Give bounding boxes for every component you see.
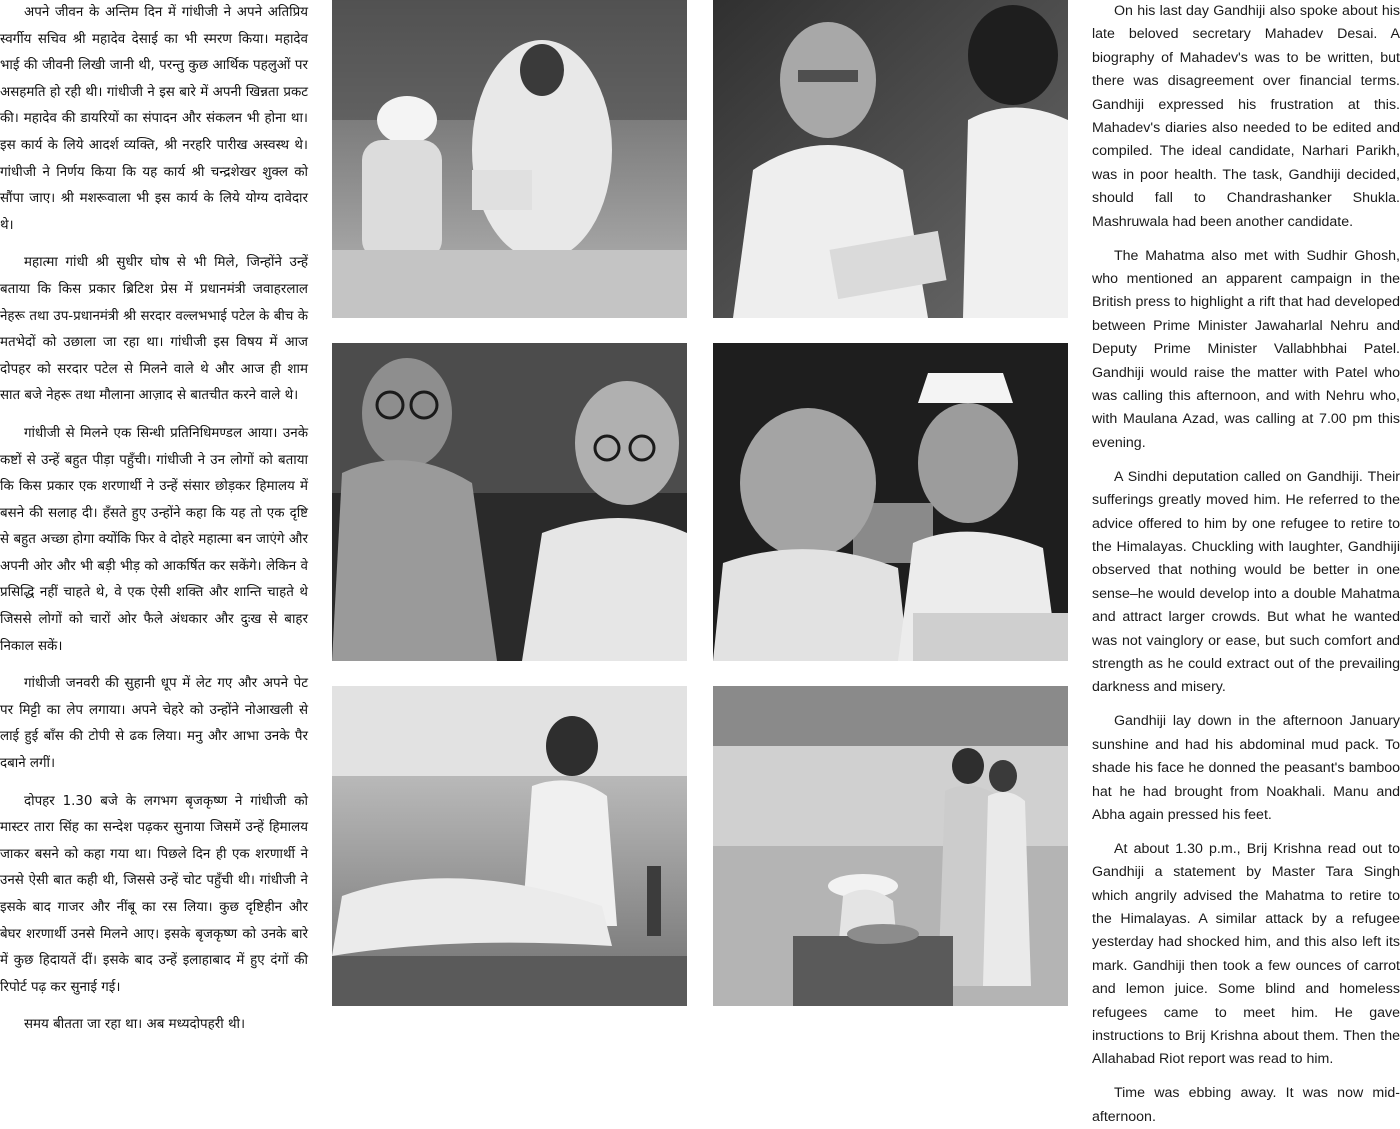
hindi-paragraph: महात्मा गांधी श्री सुधीर घोष से भी मिले, जिन्होंने उन्हें बताया कि किस प्रकार ब्रिटिश प्रेस में प्रधानमंत्री जवाहरलाल नेहरू तथा उप-प्रधानमंत्री श्री सरदार वल्लभभाई पटेल के बीच के मतभेदों को उछाला जा रहा था। गांधीजी इस विषय में आज दोपहर को सरदार पटेल से मिलने वाले थे और आज ही शाम सात बजे नेहरू तथा मौलाना आज़ाद से बातचीत करने वाले थे। [0, 255, 308, 404]
english-paragraph: Time was ebbing away. It was now mid-afternoon. [1092, 1085, 1400, 1125]
photo-gandhi-with-companion-smiling [332, 343, 687, 661]
hindi-text-column [0, 0, 308, 1033]
hindi-paragraph: गांधीजी जनवरी की सुहानी धूप में लेट गए और अपने पेट पर मिट्टी का लेप लगाया। अपने चेहरे को उन्होंने नोआखली से लाई हुई बाँस की टोपी से ढक लिया। मनु और आभा उनके पैर दबाने लगीं। [0, 676, 308, 772]
english-paragraph: Gandhiji lay down in the afternoon January sunshine and had his abdominal mud pack. To shade his face he donned the peasant's bamboo hat he had brought from Noakhali. Manu and Abha again pressed his feet. [1092, 713, 1400, 823]
english-paragraph: A Sindhi deputation called on Gandhiji. Their sufferings greatly moved him. He referred to the advice offered to him by one refugee to retire to the Himalayas. Chuckling with laughter, Gandhiji observed that nothing would be better in one sense–he would develop into a double Mahatma and attract larger crowds. But what he wanted was not vainglory or ease, but such comfort and strength as he could extract out of the prevailing darkness and misery. [1092, 468, 1400, 696]
photo-gandhi-reading-with-aide [713, 0, 1068, 318]
hindi-paragraph: अपने जीवन के अन्तिम दिन में गांधीजी ने अपने अतिप्रिय स्वर्गीय सचिव श्री महादेव देसाई का भी स्मरण किया। महादेव भाई की जीवनी लिखी जानी थी, परन्तु कुछ आर्थिक पहलुओं पर असहमति हो रही थी। गांधीजी ने इस बारे में अपनी खिन्नता प्रकट की। महादेव की डायरियों का संपादन और संकलन भी होना था। इस कार्य के लिये आदर्श व्यक्ति, श्री नरहरि पारीख अस्वस्थ थे। गांधीजी ने निर्णय किया कि यह कार्य श्री चन्द्रशेखर शुक्ल को सौंपा जाए। श्री मशरूवाला भी इस कार्य के लिये योग्य दावेदार थे। [0, 5, 308, 233]
english-paragraph: On his last day Gandhiji also spoke about his late beloved secretary Mahadev Desai. A biography of Mahadev's was to be written, but there was disagreement over financial terms. Gandhiji expressed his frustration at this. Mahadev's diaries also needed to be edited and compiled. The ideal candidate, Narhari Parikh, was in poor health. The task, Gandhiji decided, should fall to Chandrashanker Shukla. Mashruwala had been another candidate. [1092, 3, 1400, 230]
photo-patel-and-nehru [713, 343, 1068, 661]
english-paragraph: At about 1.30 p.m., Brij Krishna read out to Gandhiji a statement by Master Tara Singh which angrily advised the Mahatma to retire to the Himalayas. A similar attack by a refugee yesterday had shocked him, and this also left its mark. Gandhiji then took a few ounces of carrot and lemon juice. Some blind and homeless refugees came to meet him. He gave instructions to Brij Krishna about them. Then the Allahabad Riot report was read to him. [1092, 840, 1400, 1068]
hindi-paragraph: समय बीतता जा रहा था। अब मध्यदोपहरी थी। [24, 1017, 246, 1033]
photo-seated-figure-with-hat-and-attendants [713, 686, 1068, 1006]
english-text-column [1092, 0, 1400, 1125]
english-paragraph: The Mahatma also met with Sudhir Ghosh, who mentioned an apparent campaign in the British press to highlight a rift that had developed between Prime Minister Jawaharlal Nehru and Deputy Prime Minister Vallabhbhai Patel. Gandhiji would raise the matter with Patel who was calling this afternoon, and with Nehru who, with Maulana Azad, was calling at 7.00 pm this evening. [1092, 247, 1400, 451]
hindi-paragraph: दोपहर 1.30 बजे के लगभग बृजकृष्ण ने गांधीजी को मास्टर तारा सिंह का सन्देश पढ़कर सुनाया जिसमें उन्हें हिमालय जाकर बसने को कहा गया था। पिछले दिन ही एक शरणार्थी ने उनसे ऐसी बात कही थी, जिससे उन्हें चोट पहुँची थी। गांधीजी ने इसके बाद गाजर और नींबू का रस लिया। कुछ दृष्टिहीन और बेघर शरणार्थी उनसे मिलने आए। इसके बृजकृष्ण को उनके बारे में कुछ हिदायतें दीं। इसके बाद उन्हें इलाहाबाद में हुए दंगों की रिपोर्ट पढ़ कर सुनाई गई। [0, 793, 308, 995]
photo-gandhi-resting-with-visitor [332, 0, 687, 318]
photo-man-reading-beside-reclining-figure [332, 686, 687, 1006]
hindi-paragraph: गांधीजी से मिलने एक सिन्धी प्रतिनिधिमण्डल आया। उनके कष्टों से उन्हें बहुत पीड़ा पहुँची। गांधीजी ने उन लोगों को बताया कि किस प्रकार एक शरणार्थी ने उन्हें संसार छोड़कर हिमालय में बसने की सलाह दी। हँसते हुए उन्होंने कहा कि यह तो एक दृष्टि से बहुत अच्छा होगा क्योंकि फिर वे दोहरे महात्मा बन जाएंगे और अपनी ओर और भी बड़ी भीड़ को आकर्षित कर सकेंगे। लेकिन वे प्रसिद्धि नहीं चाहते थे, वे एक ऐसी शक्ति और शान्ति चाहते थे जिससे लोगों को चारों ओर फैले अंधकार और दुःख से बाहर निकाल सकें। [0, 425, 308, 654]
